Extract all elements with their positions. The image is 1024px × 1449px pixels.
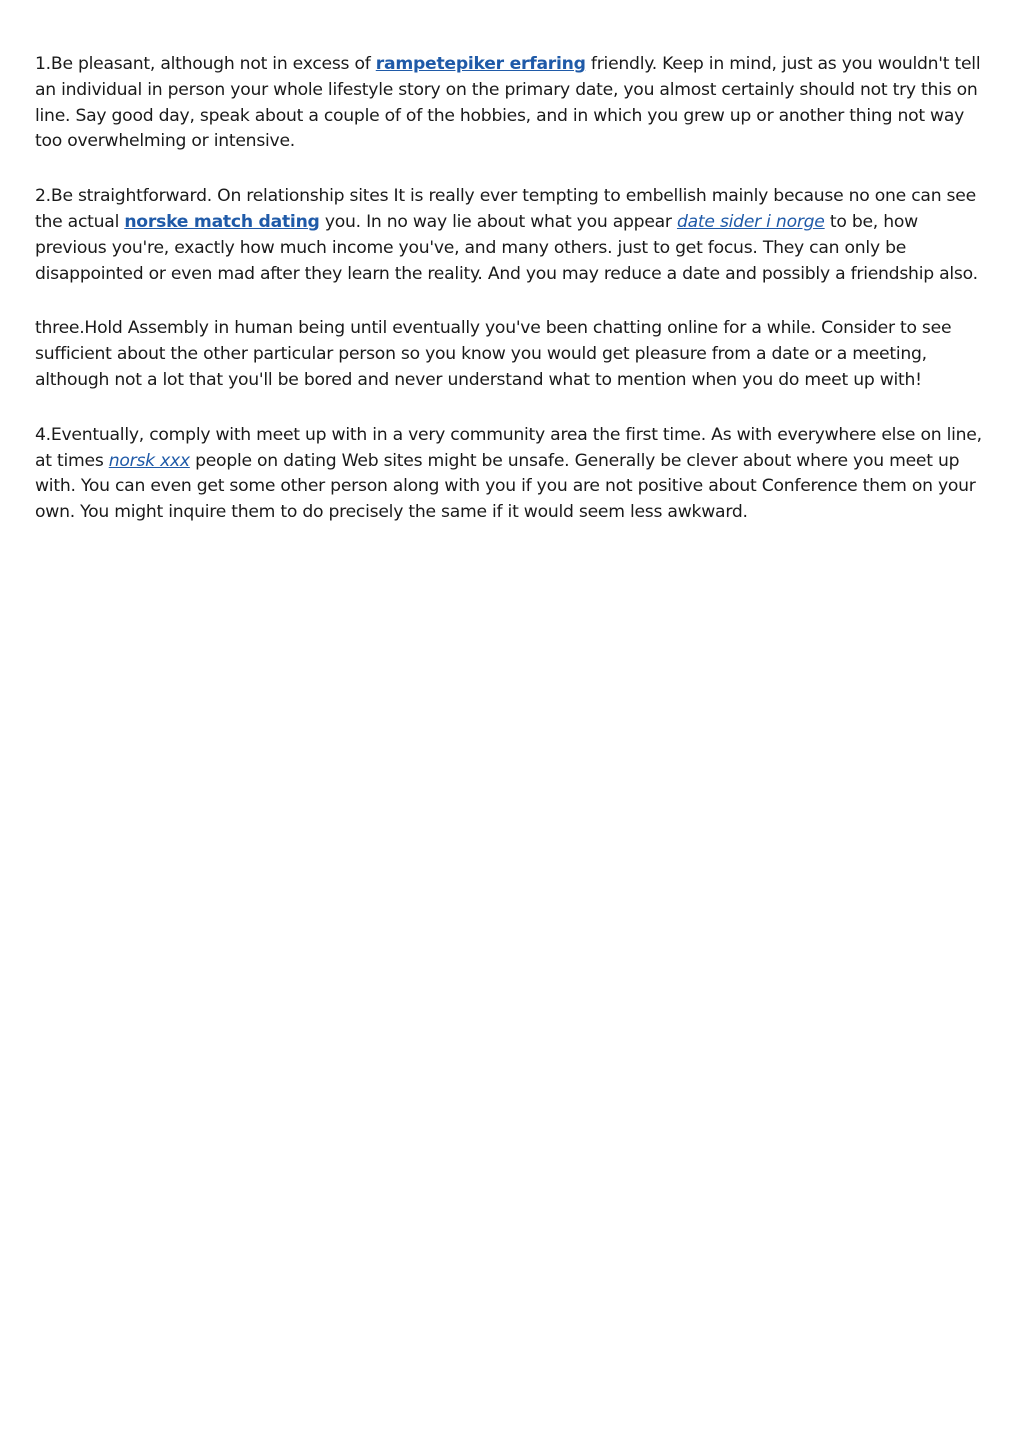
- document-body: [35, 52, 990, 555]
- paragraph-2-text-b: you. In no way lie about what you appear: [319, 211, 677, 232]
- paragraph-3: [35, 316, 990, 393]
- link-rampetepiker-erfaring[interactable]: rampetepiker erfaring: [375, 54, 586, 74]
- paragraph-4-text-a: 4.Eventually, comply with meet up with in a very community area the first time. As with everywhere else on line, at times: [35, 424, 982, 471]
- paragraph-2: [35, 184, 990, 287]
- link-norske-match-dating[interactable]: norske match dating: [124, 211, 320, 232]
- paragraph-2-text-c: to be, how previous you're, exactly how much income you've, and many others. just to get focus. They can only be disappointed or even mad after they learn the reality. And you may reduce a date and possibly a friendship also.: [35, 211, 978, 284]
- paragraph-3-text: three.Hold Assembly in human being until eventually you've been chatting online for a while. Consider to see sufficient about the other particular person so you know you would get pleasure from a date or a meeting, although not a lot that you'll be bored and never understand what to mention when you do meet up with!: [35, 318, 952, 390]
- link-date-sider-i-norge[interactable]: date sider i norge: [676, 211, 825, 232]
- paragraph-4: [35, 423, 990, 526]
- paragraph-1-text-b: friendly. Keep in mind, just as you wouldn't tell an individual in person your whole lifestyle story on the primary date, you almost certainly should not try this on line. Say good day, speak about a couple of of the hobbies, and in which you grew up or another thing not way too overwhelming or intensive.: [35, 54, 981, 152]
- paragraph-1: [35, 52, 990, 155]
- paragraph-4-text-b: people on dating Web sites might be unsafe. Generally be clever about where you meet up with. You can even get some other person along with you if you are not positive about Conference them on your own. You might inquire them to do precisely the same if it would seem less awkward.: [35, 450, 976, 523]
- paragraph-1-text-a: 1.Be pleasant, although not in excess of: [35, 54, 376, 74]
- paragraph-2-text-a: 2.Be straightforward. On relationship sites It is really ever tempting to embellish mainly because no one can see the actual: [35, 186, 976, 232]
- link-norsk-xxx[interactable]: norsk xxx: [108, 450, 190, 471]
